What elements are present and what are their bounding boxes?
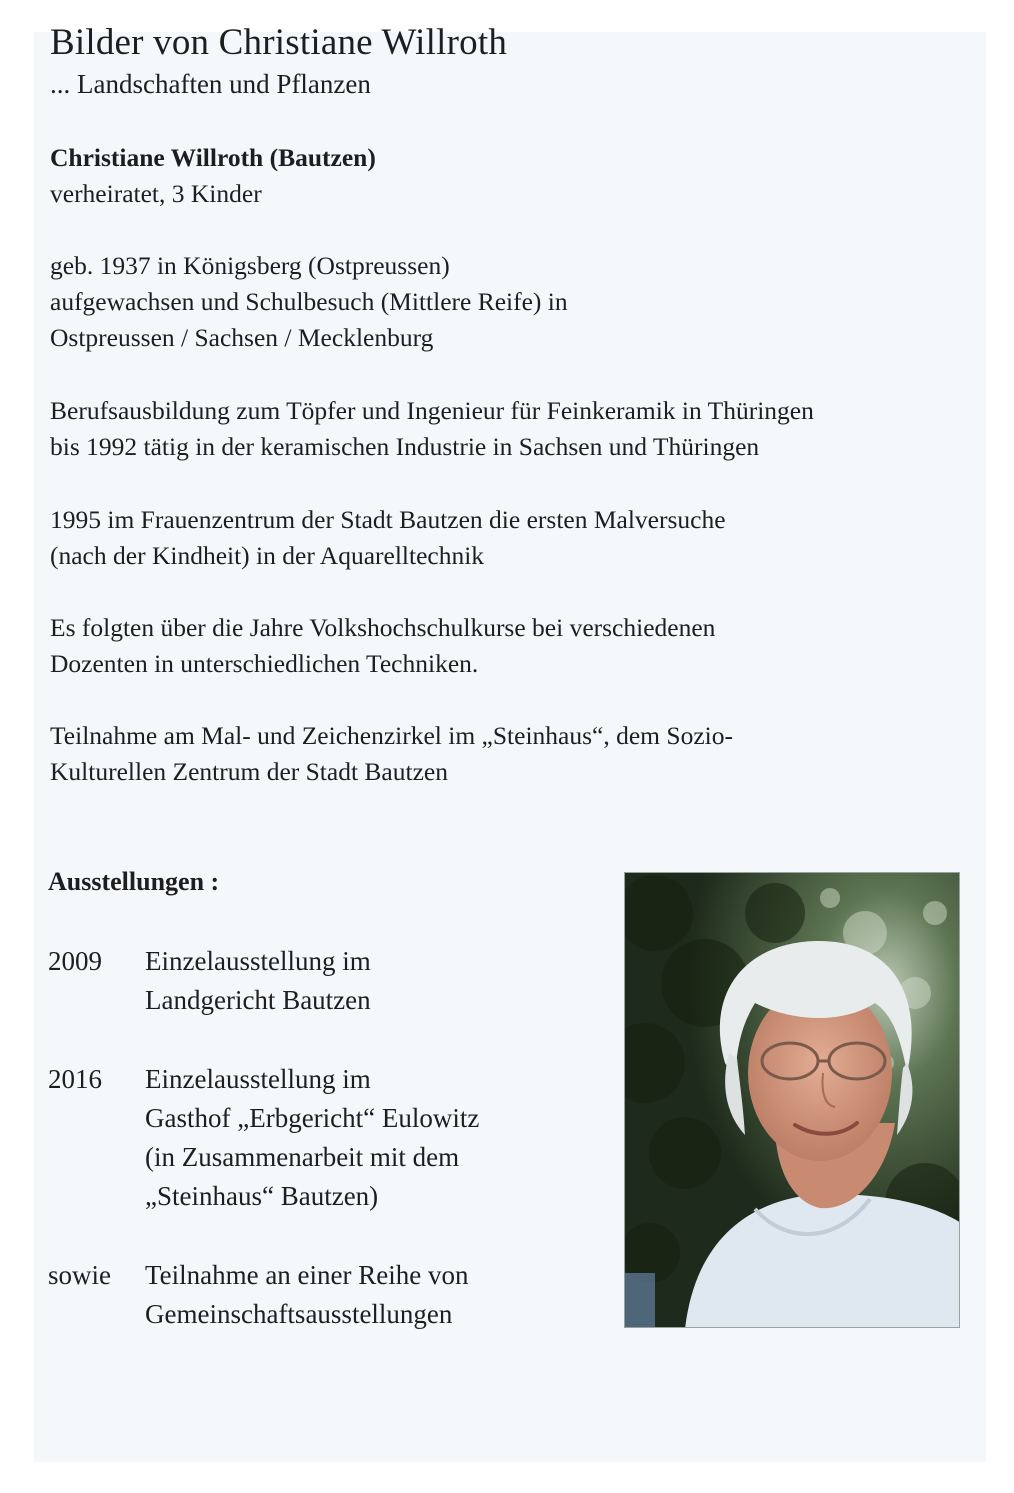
- paragraph-line: Es folgten über die Jahre Volkshochschulkurse bei verschiedenen: [50, 613, 716, 642]
- circle-paragraph: [50, 718, 733, 790]
- exhibition-line: „Steinhaus“ Bautzen): [145, 1181, 379, 1211]
- exhibition-year: 2009: [48, 946, 102, 976]
- paragraph-line: Dozenten in unterschiedlichen Techniken.: [50, 649, 479, 678]
- paragraph-line: Berufsausbildung zum Töpfer und Ingenieur für Feinkeramik in Thüringen: [50, 396, 814, 425]
- career-paragraph: [50, 393, 814, 465]
- exhibition-line: Einzelausstellung im: [145, 946, 371, 976]
- exhibition-line: (in Zusammenarbeit mit dem: [145, 1142, 460, 1172]
- exhibition-line: Landgericht Bautzen: [145, 985, 371, 1015]
- exhibition-year: sowie: [48, 1260, 111, 1290]
- paragraph-line: bis 1992 tätig in der keramischen Industrie in Sachsen und Thüringen: [50, 432, 760, 461]
- exhibition-line: Gemeinschaftsausstellungen: [145, 1299, 453, 1329]
- paragraph-line: Teilnahme am Mal- und Zeichenzirkel im „Steinhaus“, dem Sozio-: [50, 721, 733, 750]
- exhibition-line: Teilnahme an einer Reihe von: [145, 1260, 469, 1290]
- courses-paragraph: [50, 610, 715, 682]
- exhibition-year: 2016: [48, 1064, 102, 1094]
- painting-start-paragraph: [50, 502, 726, 574]
- portrait-illustration: [625, 873, 960, 1328]
- paragraph-line: geb. 1937 in Königsberg (Ostpreussen): [50, 251, 450, 280]
- paragraph-line: Ostpreussen / Sachsen / Mecklenburg: [50, 323, 434, 352]
- page-subtitle: ... Landschaften und Pflanzen: [50, 69, 371, 99]
- portrait-photo: [624, 872, 960, 1328]
- exhibition-line: Einzelausstellung im: [145, 1064, 371, 1094]
- exhibitions-heading: Ausstellungen :: [48, 867, 220, 896]
- bio-header: [50, 140, 376, 212]
- exhibition-line: Gasthof „Erbgericht“ Eulowitz: [145, 1103, 480, 1133]
- artist-name: Christiane Willroth (Bautzen): [50, 143, 376, 172]
- birth-paragraph: [50, 248, 568, 356]
- page-title: Bilder von Christiane Willroth: [50, 22, 508, 63]
- blue-object: [625, 1273, 655, 1328]
- paragraph-line: 1995 im Frauenzentrum der Stadt Bautzen die ersten Malversuche: [50, 505, 726, 534]
- paragraph-line: Kulturellen Zentrum der Stadt Bautzen: [50, 757, 448, 786]
- paragraph-line: aufgewachsen und Schulbesuch (Mittlere Reife) in: [50, 287, 568, 316]
- family-status: verheiratet, 3 Kinder: [50, 179, 262, 208]
- paragraph-line: (nach der Kindheit) in der Aquarelltechnik: [50, 541, 485, 570]
